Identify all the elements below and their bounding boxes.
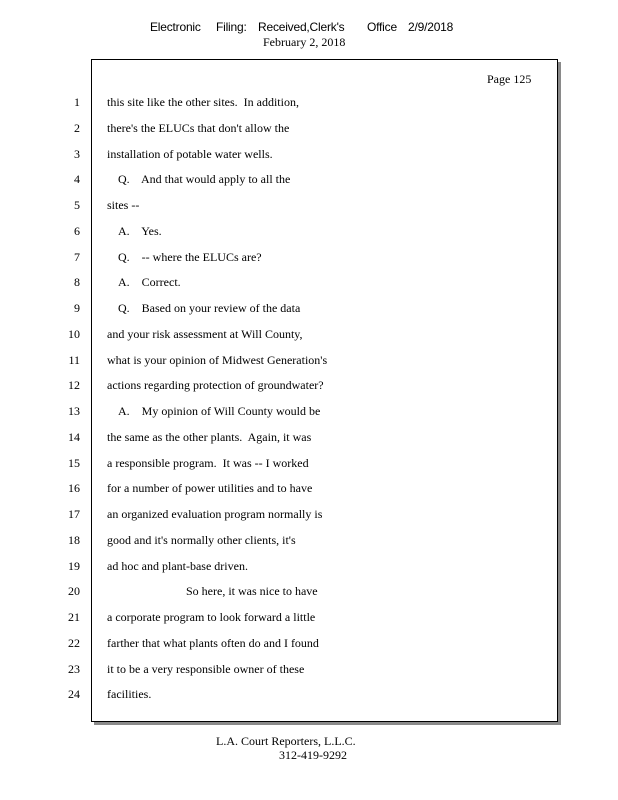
line-number: 20 [68,584,80,599]
transcript-line: the same as the other plants. Again, it was [107,429,312,444]
line-number: 14 [68,429,80,444]
transcript-line: this site like the other sites. In addition, [107,95,299,109]
line-number: 13 [68,404,80,418]
line-number: 4 [74,172,80,187]
line-number: 9 [74,301,80,315]
line-number: 18 [68,532,80,547]
transcript-line: Q. And that would apply to all the [118,172,291,187]
deposition-date: February 2, 2018 [263,35,346,49]
line-number: 23 [68,661,80,676]
line-number: 10 [68,326,80,341]
line-number: 22 [68,635,80,650]
transcript-line: there's the ELUCs that don't allow the [107,120,290,135]
transcript-line: for a number of power utilities and to have [107,481,313,496]
transcript-line: facilities. [107,687,152,702]
line-number: 16 [68,481,80,496]
line-number: 15 [68,455,80,470]
line-number: 12 [68,378,80,393]
line-number: 2 [74,120,80,135]
transcript-line: installation of potable water wells. [107,146,273,161]
line-number: 5 [74,198,80,212]
line-number: 24 [68,687,80,702]
transcript-line: Q. -- where the ELUCs are? [118,249,262,264]
transcript-line: a corporate program to look forward a little [107,610,316,624]
line-number: 6 [74,223,80,238]
line-number: 7 [74,249,80,264]
transcript-line: it to be a very responsible owner of these [107,661,305,676]
line-number: 3 [74,146,80,161]
transcript-line: actions regarding protection of groundwater? [107,378,324,393]
footer-phone: 312-419-9292 [279,748,347,762]
transcript-line: an organized evaluation program normally is [107,507,323,521]
line-number: 19 [68,558,80,573]
transcript-line: A. Yes. [118,223,162,238]
footer-company: L.A. Court Reporters, L.L.C. [216,734,356,748]
line-number: 8 [74,275,80,290]
filing-stamp-office: Office [367,20,397,34]
transcript-line: A. My opinion of Will County would be [118,404,321,418]
line-number: 1 [74,95,80,109]
page-number: Page 125 [487,72,532,86]
filing-stamp-received: Received,Clerk's [258,20,345,34]
line-number: 17 [68,507,80,521]
transcript-line: ad hoc and plant-base driven. [107,558,248,573]
transcript-line: farther that what plants often do and I found [107,635,319,650]
transcript-line: what is your opinion of Midwest Generation's [107,352,328,367]
transcript-line: a responsible program. It was -- I worked [107,455,309,470]
transcript-line: A. Correct. [118,275,181,290]
transcript-line: good and it's normally other clients, it's [107,532,296,547]
filing-stamp-date: 2/9/2018 [408,20,454,34]
line-number: 21 [68,610,80,624]
line-number: 11 [68,352,80,367]
transcript-line: Q. Based on your review of the data [118,301,301,315]
filing-stamp-electronic: Electronic [150,20,201,34]
filing-stamp-filing: Filing: [216,20,247,34]
transcript-line: So here, it was nice to have [186,584,318,599]
transcript-line: sites -- [107,198,140,212]
transcript-line: and your risk assessment at Will County, [107,326,303,341]
